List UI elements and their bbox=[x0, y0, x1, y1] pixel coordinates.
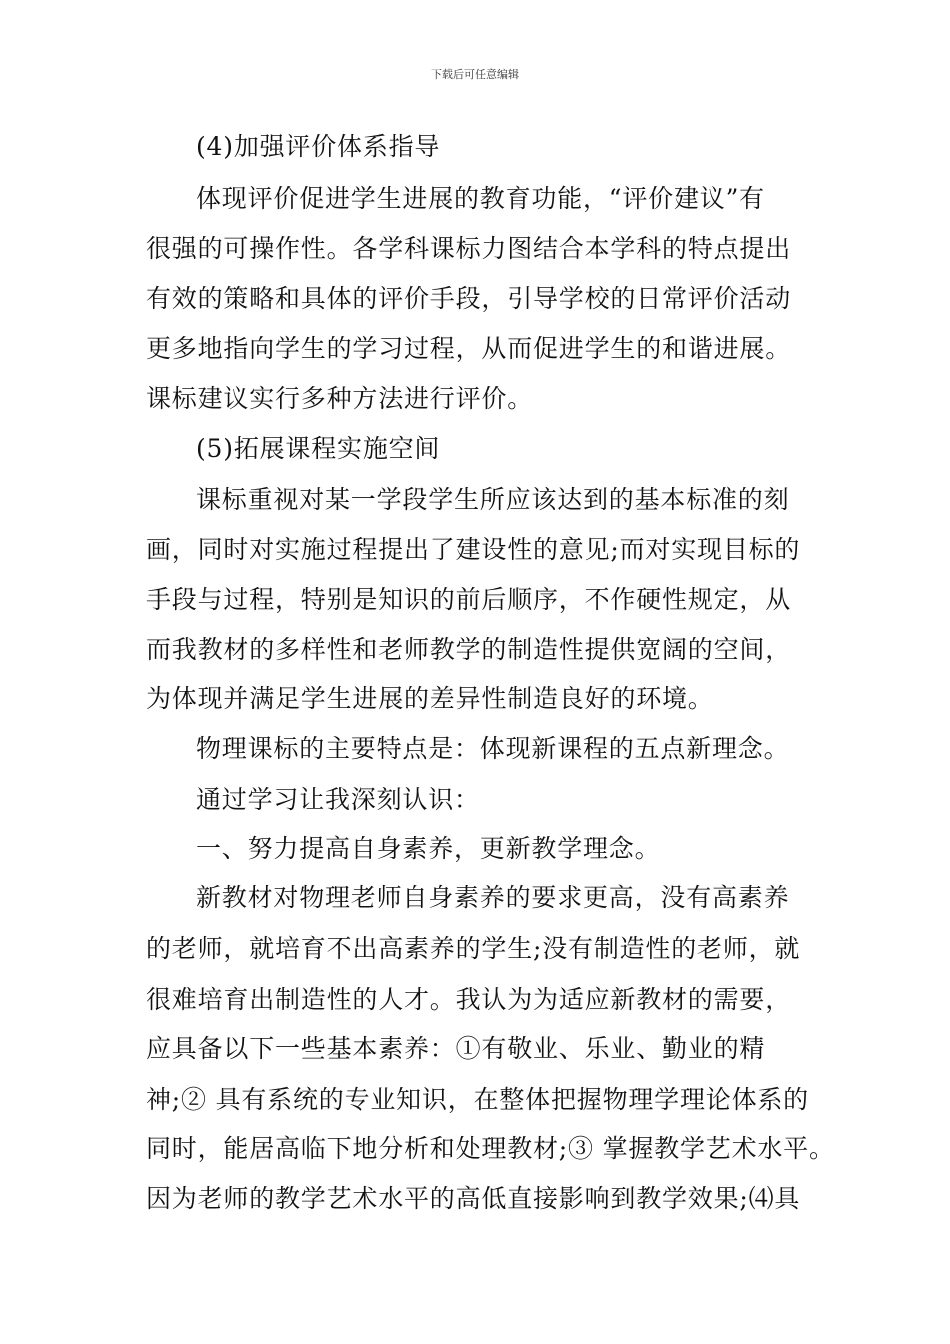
text-line: 体现评价促进学生进展的教育功能，“评价建议”有 bbox=[196, 184, 765, 213]
text-line: 应具备以下一些基本素养：①有敬业、乐业、勤业的精 bbox=[146, 1034, 766, 1063]
text-line: 课标重视对某一学段学生所应该达到的基本标准的刻 bbox=[196, 485, 790, 514]
text-line: (4)加强评价体系指导 bbox=[196, 132, 441, 161]
text-line: 因为老师的教学艺术水平的高低直接影响到教学效果;⑷具 bbox=[146, 1184, 801, 1213]
text-line: 而我教材的多样性和老师教学的制造性提供宽阔的空间， bbox=[146, 635, 792, 664]
page-header-note: 下载后可任意编辑 bbox=[431, 68, 519, 81]
text-line: 很强的可操作性。各学科课标力图结合本学科的特点提出 bbox=[146, 234, 792, 263]
text-line: (5)拓展课程实施空间 bbox=[196, 434, 441, 463]
text-line: 手段与过程，特别是知识的前后顺序，不作硬性规定，从 bbox=[146, 585, 792, 614]
text-line: 的老师，就培育不出高素养的学生;没有制造性的老师，就 bbox=[146, 934, 801, 963]
text-line: 很难培育出制造性的人才。我认为为适应新教材的需要， bbox=[146, 985, 792, 1014]
text-line: 一、努力提高自身素养，更新教学理念。 bbox=[196, 834, 661, 863]
text-line: 有效的策略和具体的评价手段，引导学校的日常评价活动 bbox=[146, 284, 792, 313]
text-line: 更多地指向学生的学习过程，从而促进学生的和谐进展。 bbox=[146, 334, 792, 363]
text-line: 课标建议实行多种方法进行评价。 bbox=[146, 384, 534, 413]
text-line: 新教材对物理老师自身素养的要求更高，没有高素养 bbox=[196, 883, 790, 912]
text-line: 通过学习让我深刻认识： bbox=[196, 785, 480, 814]
text-line: 物理课标的主要特点是：体现新课程的五点新理念。 bbox=[196, 734, 790, 763]
text-line: 为体现并满足学生进展的差异性制造良好的环境。 bbox=[146, 684, 714, 713]
text-line: 同时，能居高临下地分析和处理教材;③ 掌握教学艺术水平。 bbox=[146, 1134, 835, 1163]
text-line: 神;② 具有系统的专业知识，在整体把握物理学理论体系的 bbox=[146, 1085, 809, 1114]
text-line: 画，同时对实施过程提出了建设性的意见;而对实现目标的 bbox=[146, 535, 801, 564]
